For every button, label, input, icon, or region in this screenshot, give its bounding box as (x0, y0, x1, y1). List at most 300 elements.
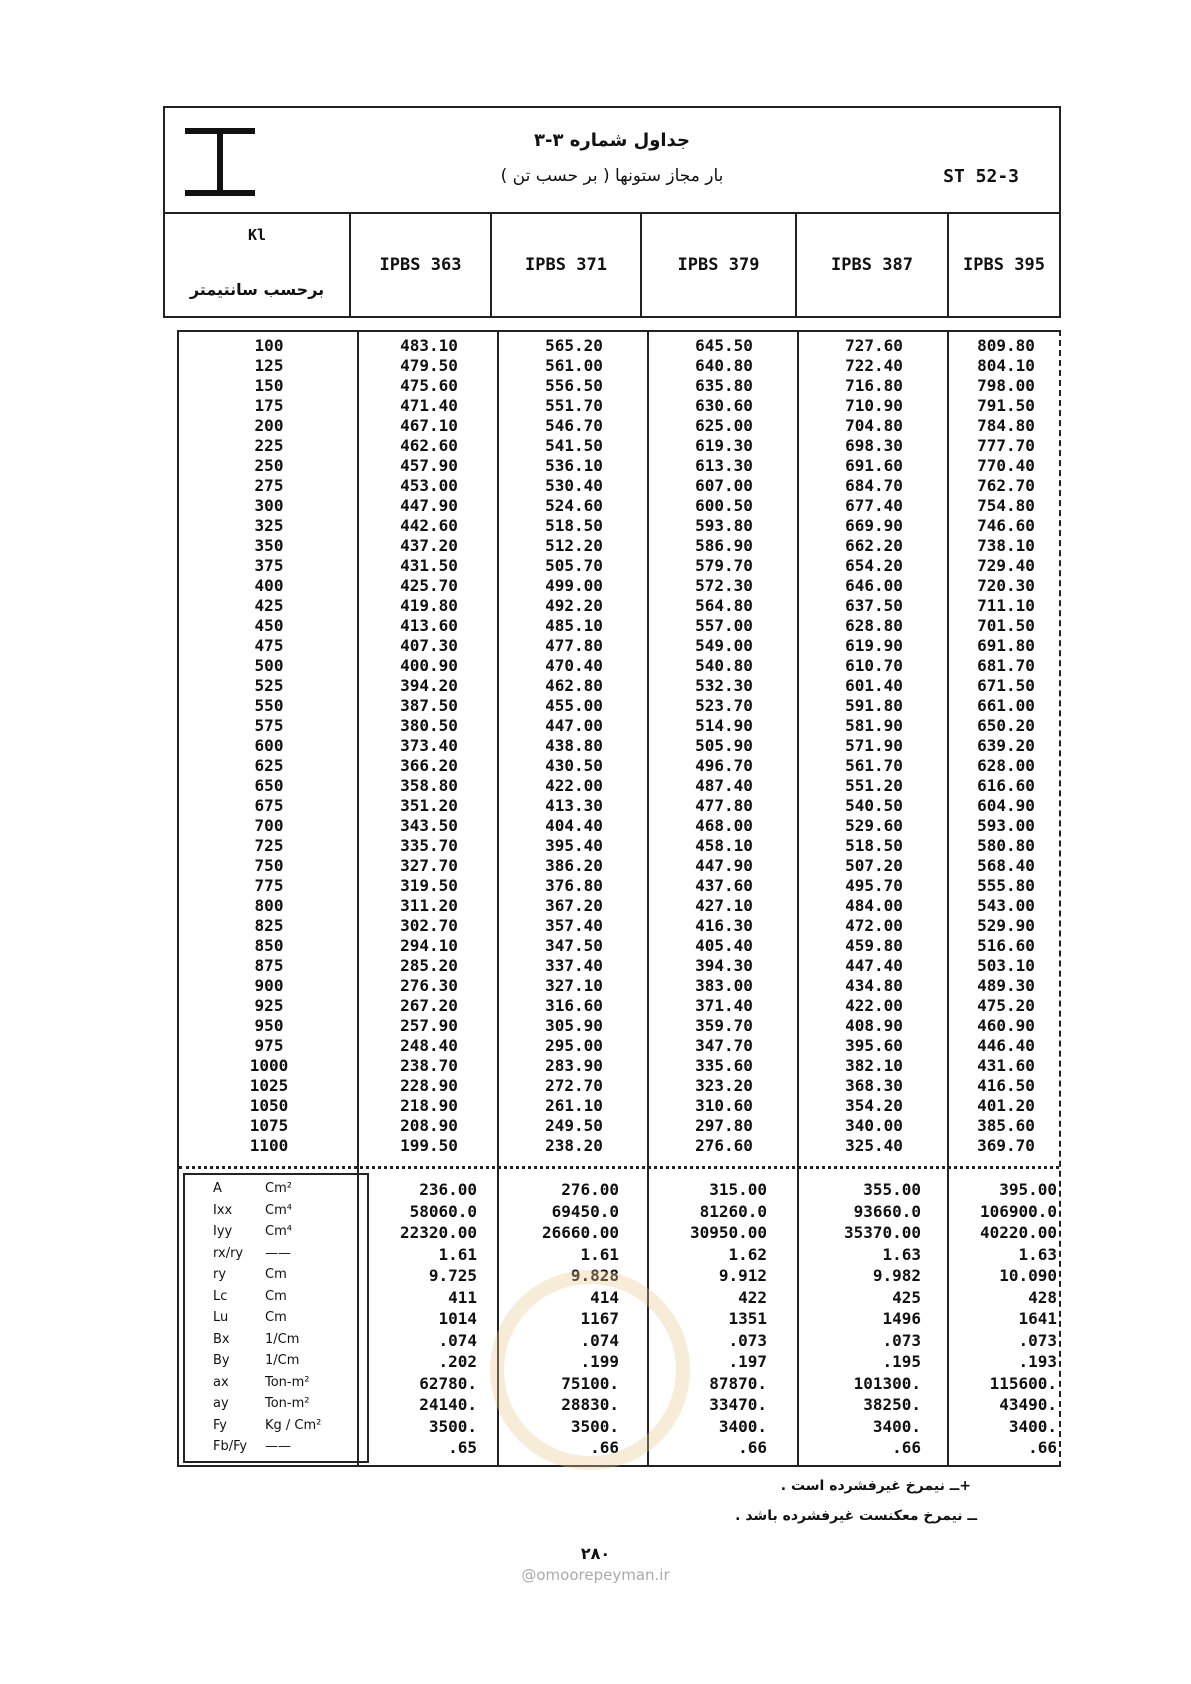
kl-value: 325 (254, 516, 284, 535)
column-header: IPBS 387 (831, 255, 913, 275)
load-value: 431.60 (977, 1056, 1035, 1075)
load-value: 568.40 (977, 856, 1035, 875)
property-value: 93660.0 (853, 1201, 921, 1221)
load-value: 276.60 (695, 1136, 753, 1155)
load-value: 784.80 (977, 416, 1035, 435)
load-value: 354.20 (845, 1096, 903, 1115)
properties-box (183, 1173, 369, 1463)
load-value: 458.10 (695, 836, 753, 855)
property-value: 315.00 (709, 1180, 767, 1199)
load-value: 457.90 (400, 456, 458, 475)
load-value: 369.70 (977, 1136, 1035, 1155)
load-value: 798.00 (977, 376, 1035, 395)
load-value: 604.90 (977, 796, 1035, 815)
property-unit: Cm² (265, 1181, 292, 1196)
column-header: IPBS 363 (379, 255, 462, 275)
load-value: 738.10 (977, 536, 1035, 555)
property-value: 3400. (1008, 1416, 1057, 1436)
kl-value: 300 (254, 496, 284, 515)
load-value: 367.20 (545, 896, 603, 915)
load-value: 442.60 (400, 516, 458, 535)
property-value: 1.61 (580, 1244, 619, 1264)
property-value: .074 (580, 1330, 619, 1350)
property-value: 1496 (882, 1309, 921, 1328)
property-symbol: Fy (213, 1417, 227, 1433)
property-value: 62780. (419, 1373, 477, 1393)
load-value: 616.60 (977, 776, 1035, 795)
load-value: 669.90 (845, 516, 903, 535)
load-value: 387.50 (400, 696, 458, 715)
load-value: 640.80 (695, 356, 753, 375)
table-row (179, 496, 1059, 516)
table-row (179, 696, 1059, 716)
property-unit: Cm (265, 1310, 287, 1325)
load-value: 316.60 (545, 996, 603, 1015)
load-value: 593.00 (977, 816, 1035, 835)
property-value: 30950.00 (689, 1223, 767, 1242)
load-value: 691.60 (845, 456, 903, 475)
load-value: 405.40 (695, 936, 753, 955)
load-value: 549.00 (695, 636, 753, 655)
load-value: 447.90 (695, 856, 753, 875)
kl-value: 525 (254, 676, 284, 695)
load-value: 543.00 (977, 896, 1035, 915)
property-symbol: Ixx (213, 1202, 233, 1218)
load-value: 404.40 (545, 816, 603, 835)
table-row (179, 796, 1059, 816)
load-value: 561.70 (845, 756, 903, 775)
load-value: 516.60 (977, 936, 1035, 955)
property-value: 1.63 (882, 1244, 921, 1264)
kl-value: 1075 (249, 1116, 289, 1135)
property-symbol: Bx (213, 1331, 230, 1347)
kl-value: 425 (254, 596, 284, 615)
load-value: 639.20 (977, 736, 1035, 755)
property-value: 276.00 (561, 1180, 619, 1199)
load-value: 701.50 (977, 616, 1035, 635)
kl-value: 100 (254, 336, 284, 355)
load-value: 492.20 (545, 596, 603, 615)
table-row (179, 1116, 1059, 1136)
load-value: 619.90 (845, 636, 903, 655)
table-row (179, 956, 1059, 976)
kl-value: 850 (254, 936, 284, 955)
load-value: 311.20 (400, 896, 458, 915)
property-value: 3400. (718, 1416, 767, 1436)
kl-value: 400 (254, 576, 284, 595)
table-row (179, 636, 1059, 656)
kl-value: 1000 (249, 1056, 289, 1075)
table-row (179, 896, 1059, 916)
load-value: 427.10 (695, 896, 753, 915)
property-value: 3500. (428, 1416, 477, 1436)
load-value: 505.90 (695, 736, 753, 755)
page-number: ۲۸۰ (580, 1544, 611, 1563)
table-row (179, 996, 1059, 1016)
kl-value: 1025 (249, 1076, 289, 1095)
property-symbol: By (213, 1353, 230, 1368)
load-value: 716.80 (845, 376, 903, 395)
load-value: 635.80 (695, 376, 753, 395)
property-value: 411 (448, 1287, 477, 1307)
load-value: 394.20 (400, 676, 458, 695)
kl-value: 750 (254, 856, 284, 875)
table-row (179, 756, 1059, 776)
kl-value: 600 (254, 736, 284, 755)
load-value: 777.70 (977, 436, 1035, 455)
table-row (179, 436, 1059, 456)
property-label-row (185, 1396, 367, 1417)
property-value: 43490. (999, 1395, 1057, 1414)
load-value: 541.50 (545, 436, 603, 455)
load-value: 630.60 (695, 396, 753, 415)
load-value: 561.00 (545, 356, 603, 375)
footnote-1: +ــ نیمرخ غیرفشرده است . (780, 1478, 971, 1494)
load-value: 305.90 (545, 1016, 603, 1035)
property-value: 87870. (709, 1373, 767, 1393)
property-value: 355.00 (863, 1180, 921, 1199)
kl-value: 775 (254, 876, 284, 895)
property-label-row (185, 1224, 367, 1245)
load-value: 489.30 (977, 976, 1035, 995)
load-value: 754.80 (977, 496, 1035, 515)
load-value: 661.00 (977, 696, 1035, 715)
table-header (163, 106, 1061, 318)
load-value: 681.70 (977, 656, 1035, 675)
table-subtitle: بار مجاز ستونها ( بر حسب تن ) (500, 166, 724, 186)
load-value: 347.50 (545, 936, 603, 955)
property-label-row (185, 1418, 367, 1439)
load-value: 530.40 (545, 476, 603, 495)
load-value: 337.40 (545, 956, 603, 975)
load-value: 746.60 (977, 516, 1035, 535)
kl-value: 250 (254, 456, 284, 475)
property-value: 425 (892, 1287, 921, 1307)
property-value: 75100. (561, 1373, 619, 1393)
property-value: .202 (438, 1352, 477, 1371)
table-row (179, 476, 1059, 496)
load-value: 477.80 (545, 636, 603, 655)
property-value: 1014 (438, 1309, 477, 1328)
table-row (179, 936, 1059, 956)
load-value: 467.10 (400, 416, 458, 435)
kl-value: 375 (254, 556, 284, 575)
load-value: 475.20 (977, 996, 1035, 1015)
property-value: .199 (580, 1352, 619, 1371)
load-value: 468.00 (695, 816, 753, 835)
kl-value: 875 (254, 956, 284, 975)
property-value: .073 (728, 1330, 767, 1350)
load-value: 524.60 (545, 496, 603, 515)
property-value: 33470. (709, 1395, 767, 1414)
load-value: 249.50 (545, 1116, 603, 1135)
property-label-row (185, 1289, 367, 1310)
kl-header: Kl برحسب سانتیمتر (189, 226, 325, 299)
load-value: 610.70 (845, 656, 903, 675)
property-value: 236.00 (419, 1180, 477, 1199)
load-value: 625.00 (695, 416, 753, 435)
load-value: 518.50 (545, 516, 603, 535)
load-value: 199.50 (400, 1136, 458, 1155)
load-value: 218.90 (400, 1096, 458, 1115)
load-value: 283.90 (545, 1056, 603, 1075)
load-value: 272.70 (545, 1076, 603, 1095)
property-value: .195 (882, 1352, 921, 1371)
load-value: 297.80 (695, 1116, 753, 1135)
load-value: 422.00 (845, 996, 903, 1015)
load-value: 357.40 (545, 916, 603, 935)
property-unit: Kg / Cm² (265, 1417, 322, 1433)
load-value: 475.60 (400, 376, 458, 395)
load-value: 729.40 (977, 556, 1035, 575)
load-value: 514.90 (695, 716, 753, 735)
load-value: 400.90 (400, 656, 458, 675)
table-row (179, 776, 1059, 796)
load-value: 650.20 (977, 716, 1035, 735)
table-row (179, 676, 1059, 696)
load-value: 628.00 (977, 756, 1035, 775)
table-row (179, 856, 1059, 876)
footnote-2: ــ نیمرخ معکنست غیرفشرده باشد . (735, 1508, 977, 1524)
load-value: 459.80 (845, 936, 903, 955)
load-value: 267.20 (400, 996, 458, 1015)
load-value: 529.90 (977, 916, 1035, 935)
load-value: 791.50 (977, 396, 1035, 415)
property-value: 422 (738, 1287, 767, 1307)
property-value: 106900.0 (979, 1201, 1057, 1221)
load-value: 430.50 (545, 756, 603, 775)
property-value: 395.00 (999, 1180, 1057, 1199)
property-value: 1167 (580, 1309, 619, 1328)
table-row (179, 716, 1059, 736)
load-value: 557.00 (695, 616, 753, 635)
load-value: 351.20 (400, 796, 458, 815)
load-value: 248.40 (400, 1036, 458, 1055)
load-value: 376.80 (545, 876, 603, 895)
table-row (179, 336, 1059, 356)
table-row (179, 1056, 1059, 1076)
property-symbol: Iyy (213, 1224, 233, 1239)
load-value: 257.90 (400, 1016, 458, 1035)
kl-value: 125 (254, 356, 284, 375)
load-value: 487.40 (695, 776, 753, 795)
load-value: 386.20 (545, 856, 603, 875)
property-value: 9.912 (718, 1266, 767, 1285)
table-row (179, 836, 1059, 856)
table-row (179, 416, 1059, 436)
load-value: 434.80 (845, 976, 903, 995)
load-value: 565.20 (545, 336, 603, 355)
property-value: .66 (892, 1438, 921, 1457)
load-value: 407.30 (400, 636, 458, 655)
load-value: 529.60 (845, 816, 903, 835)
load-value: 294.10 (400, 936, 458, 955)
load-value: 485.10 (545, 616, 603, 635)
property-value: 414 (590, 1287, 619, 1307)
kl-value: 150 (254, 376, 284, 395)
kl-value: 575 (254, 716, 284, 735)
load-value: 532.30 (695, 676, 753, 695)
load-value: 431.50 (400, 556, 458, 575)
property-value: 35370.00 (843, 1223, 921, 1242)
kl-value: 900 (254, 976, 284, 995)
table-row (179, 376, 1059, 396)
property-unit: Ton-m² (265, 1396, 310, 1411)
property-unit: —— (265, 1439, 291, 1454)
load-value: 447.40 (845, 956, 903, 975)
property-value: .073 (1018, 1330, 1057, 1350)
load-value: 238.70 (400, 1056, 458, 1075)
property-value: 40220.00 (979, 1223, 1057, 1242)
load-value: 671.50 (977, 676, 1035, 695)
kl-value: 225 (254, 436, 284, 455)
kl-value: 275 (254, 476, 284, 495)
property-value: .074 (438, 1330, 477, 1350)
load-value: 484.00 (845, 896, 903, 915)
table-row (179, 1016, 1059, 1036)
load-value: 600.50 (695, 496, 753, 515)
load-value: 518.50 (845, 836, 903, 855)
property-value: 1.63 (1018, 1244, 1057, 1264)
property-unit: —— (265, 1245, 291, 1261)
property-symbol: Lc (213, 1288, 228, 1304)
property-symbol: Fb/Fy (213, 1439, 248, 1454)
table-row (179, 596, 1059, 616)
load-value: 395.60 (845, 1036, 903, 1055)
load-value: 684.70 (845, 476, 903, 495)
load-value: 327.10 (545, 976, 603, 995)
load-value: 347.70 (695, 1036, 753, 1055)
load-value: 540.50 (845, 796, 903, 815)
load-value: 373.40 (400, 736, 458, 755)
property-value: 26660.00 (541, 1223, 619, 1242)
table-row (179, 876, 1059, 896)
load-value: 507.20 (845, 856, 903, 875)
property-value: 9.828 (570, 1266, 619, 1285)
property-value: .197 (728, 1352, 767, 1371)
load-value: 704.80 (845, 416, 903, 435)
kl-value: 475 (254, 636, 284, 655)
load-value: 408.90 (845, 1016, 903, 1035)
load-value: 556.50 (545, 376, 603, 395)
kl-value: 800 (254, 896, 284, 915)
property-value: .65 (448, 1438, 477, 1457)
property-unit: Cm⁴ (265, 1202, 292, 1218)
load-value: 447.00 (545, 716, 603, 735)
property-label-row (185, 1375, 367, 1396)
load-value: 698.30 (845, 436, 903, 455)
load-value: 238.20 (545, 1136, 603, 1155)
property-value: 1.61 (438, 1244, 477, 1264)
property-symbol: A (213, 1181, 222, 1196)
property-value: 3500. (570, 1416, 619, 1436)
load-value: 512.20 (545, 536, 603, 555)
load-value: 295.00 (545, 1036, 603, 1055)
kl-value: 1050 (249, 1096, 289, 1115)
load-value: 809.80 (977, 336, 1035, 355)
load-value: 555.80 (977, 876, 1035, 895)
load-value: 505.70 (545, 556, 603, 575)
load-value: 645.50 (695, 336, 753, 355)
steel-grade: ST 52-3 (943, 166, 1019, 187)
load-value: 359.70 (695, 1016, 753, 1035)
property-label-row (185, 1246, 367, 1267)
load-value: 438.80 (545, 736, 603, 755)
kl-value: 825 (254, 916, 284, 935)
load-value: 607.00 (695, 476, 753, 495)
kl-value: 1100 (249, 1136, 289, 1155)
property-unit: Cm (265, 1267, 287, 1282)
load-value: 662.20 (845, 536, 903, 555)
property-value: 1.62 (728, 1244, 767, 1264)
kl-value: 975 (254, 1036, 284, 1055)
property-unit: 1/Cm (265, 1331, 300, 1347)
kl-value: 700 (254, 816, 284, 835)
table-row (179, 1036, 1059, 1056)
load-value: 425.70 (400, 576, 458, 595)
load-value: 470.40 (545, 656, 603, 675)
property-value: 115600. (989, 1373, 1057, 1393)
table-title: جداول شماره ۳-۳ (534, 130, 690, 151)
property-value: 3400. (872, 1416, 921, 1436)
column-header: IPBS 395 (963, 255, 1045, 275)
property-value: 428 (1028, 1287, 1057, 1307)
kl-value: 650 (254, 776, 284, 795)
load-value: 383.00 (695, 976, 753, 995)
load-value: 437.60 (695, 876, 753, 895)
load-value: 628.80 (845, 616, 903, 635)
load-value: 551.70 (545, 396, 603, 415)
load-value: 422.00 (545, 776, 603, 795)
property-symbol: ax (213, 1374, 229, 1390)
table-row (179, 916, 1059, 936)
property-value: 81260.0 (699, 1201, 767, 1221)
table-row (179, 816, 1059, 836)
load-value: 437.20 (400, 536, 458, 555)
load-value: 579.70 (695, 556, 753, 575)
load-value: 261.10 (545, 1096, 603, 1115)
load-value: 619.30 (695, 436, 753, 455)
property-symbol: ay (213, 1396, 229, 1411)
load-value: 571.90 (845, 736, 903, 755)
load-value: 416.30 (695, 916, 753, 935)
load-value: 302.70 (400, 916, 458, 935)
load-value: 455.00 (545, 696, 603, 715)
kl-value: 200 (254, 416, 284, 435)
table-row (179, 396, 1059, 416)
watermark-seal (490, 1270, 690, 1470)
property-label-row (185, 1332, 367, 1353)
property-value: 1351 (728, 1309, 767, 1328)
load-value: 340.00 (845, 1116, 903, 1135)
property-value: 28830. (561, 1395, 619, 1414)
load-value: 646.00 (845, 576, 903, 595)
kl-value: 925 (254, 996, 284, 1015)
column-header: IPBS 379 (677, 255, 760, 275)
load-value: 395.40 (545, 836, 603, 855)
property-value: 10.090 (999, 1266, 1057, 1285)
property-symbol: rx/ry (213, 1245, 244, 1261)
property-value: 1641 (1018, 1309, 1057, 1328)
load-value: 654.20 (845, 556, 903, 575)
table-row (179, 356, 1059, 376)
load-value: 335.60 (695, 1056, 753, 1075)
load-value: 593.80 (695, 516, 753, 535)
load-value: 335.70 (400, 836, 458, 855)
load-value: 677.40 (845, 496, 903, 515)
property-unit: Cm⁴ (265, 1224, 292, 1239)
load-value: 401.20 (977, 1096, 1035, 1115)
